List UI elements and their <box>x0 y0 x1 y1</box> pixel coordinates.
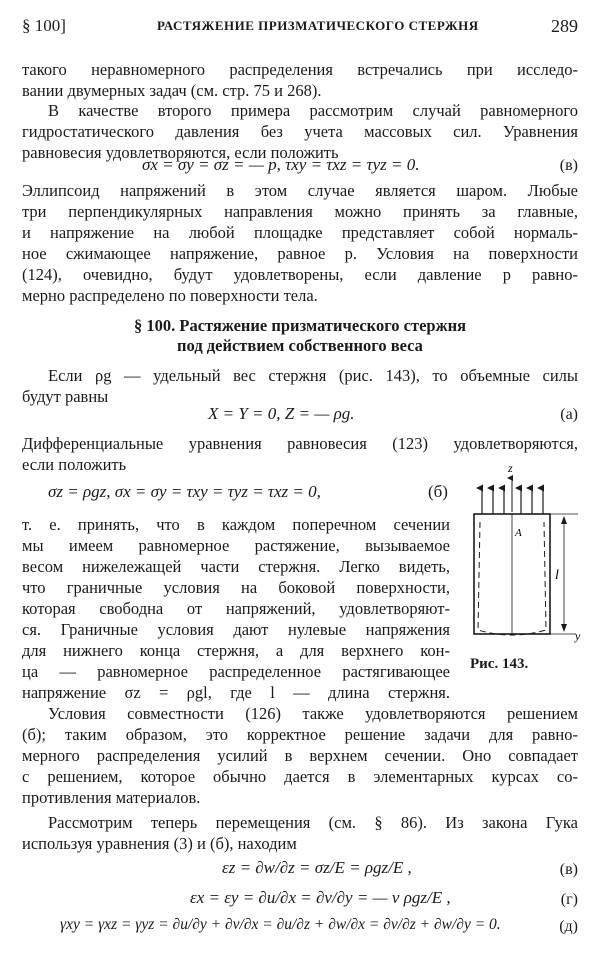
equation-g: εx = εy = ∂u/∂x = ∂v/∂y = — ν ρgz/E , <box>190 888 451 907</box>
label-A: A <box>515 527 522 539</box>
figure-caption: Рис. 143. <box>470 656 529 672</box>
header-title: РАСТЯЖЕНИЕ ПРИЗМАТИЧЕСКОГО СТЕРЖНЯ <box>157 18 479 33</box>
equation-tag: (в) <box>559 861 578 878</box>
equation-d: γxy = γxz = γyz = ∂u/∂y + ∂v/∂x = ∂u/∂z + ∂w/∂x = ∂v/∂z + ∂w/∂y = 0. <box>60 916 501 933</box>
figure-143 <box>460 462 585 647</box>
text-line: ное сжимающее напряжение, равное p. Условия на поверхности <box>22 244 578 263</box>
text-line: Эллипсоид напряжений в этом случае является шаром. Любые <box>22 181 578 200</box>
label-l: l <box>555 568 559 583</box>
text-line: т. е. принять, что в каждом поперечном сечении <box>22 515 450 534</box>
label-z: z <box>508 462 513 475</box>
equation-a: X = Y = 0, Z = — ρg. <box>208 404 355 423</box>
text-line: которая свободна от напряжений, удовлетворяют- <box>22 599 450 618</box>
equation-tag: (г) <box>560 891 578 908</box>
text-line: гидростатического давления без учета массовых сил. Уравнения <box>22 122 578 141</box>
text-line: если положить <box>22 455 127 474</box>
running-header <box>22 16 578 40</box>
page-number: 289 <box>551 16 578 36</box>
text-line: (б); таким образом, это корректное решение задачи для равно- <box>22 725 578 744</box>
text-line: используя уравнения (3) и (б), находим <box>22 834 297 853</box>
text-line: что граничные условия на боковой поверхности, <box>22 578 450 597</box>
text-line: ца — равномерное распределенное растягивающее <box>22 662 450 681</box>
text-line: будут равны <box>22 387 109 406</box>
text-line: и напряжение на любой площадке представляет собой нормаль- <box>22 223 578 242</box>
text-line: с решением, которое обычно дается в элементарных курсах со- <box>22 767 578 786</box>
text-line: (124), очевидно, будут удовлетворены, если давление p равно- <box>22 265 578 284</box>
text-line: ся. Граничные условия дают нулевые напряжения <box>22 620 450 639</box>
equation-tag: (в) <box>559 157 578 174</box>
equation-b: σz = ρgz, σx = σy = τxy = τyz = τxz = 0, <box>48 482 321 501</box>
label-y: y <box>575 629 581 643</box>
header-section: § 100] <box>22 16 66 35</box>
text-line: Условия совместности (126) также удовлетворяются решением <box>48 704 578 723</box>
text-line: Рассмотрим теперь перемещения (см. § 86). Из закона Гука <box>48 813 578 832</box>
equation-tag: (б) <box>428 482 448 501</box>
text-line: Дифференциальные уравнения равновесия (123) удовлетворяются, <box>22 434 578 453</box>
text-line: вании двумерных задач (см. стр. 75 и 268). <box>22 81 322 100</box>
equation-tag: (д) <box>559 918 578 935</box>
text-line: В качестве второго примера рассмотрим случай равномерного <box>48 101 578 120</box>
text-line: напряжение σz = ρgl, где l — длина стержня. <box>22 683 450 702</box>
equation-v1: σx = σy = σz = — p, τxy = τxz = τyz = 0. <box>142 155 420 174</box>
text-line: весом нижележащей части стержня. Легко видеть, <box>22 557 450 576</box>
text-line: мерно распределено по поверхности тела. <box>22 286 318 305</box>
text-line: такого неравномерного распределения встречались при исследо- <box>22 60 578 79</box>
text-line: три перпендикулярных направления можно принять за главные, <box>22 202 578 221</box>
equation-v2: εz = ∂w/∂z = σz/E = ρgz/E , <box>222 858 412 877</box>
section-heading: § 100. Растяжение призматического стержня <box>134 316 466 335</box>
equation-tag: (а) <box>560 406 578 423</box>
section-heading: под действием собственного веса <box>177 336 423 355</box>
text-line: Если ρg — удельный вес стержня (рис. 143), то объемные силы <box>48 366 578 385</box>
text-line: мы имеем равномерное растяжение, вызываемое <box>22 536 450 555</box>
text-line: равновесия удовлетворяются, если положить <box>22 143 339 162</box>
text-line: мерного распределения усилий в верхнем сечении. Оно совпадает <box>22 746 578 765</box>
text-line: противления материалов. <box>22 788 201 807</box>
text-line: для нижнего конца стержня, а для верхнего кон- <box>22 641 450 660</box>
